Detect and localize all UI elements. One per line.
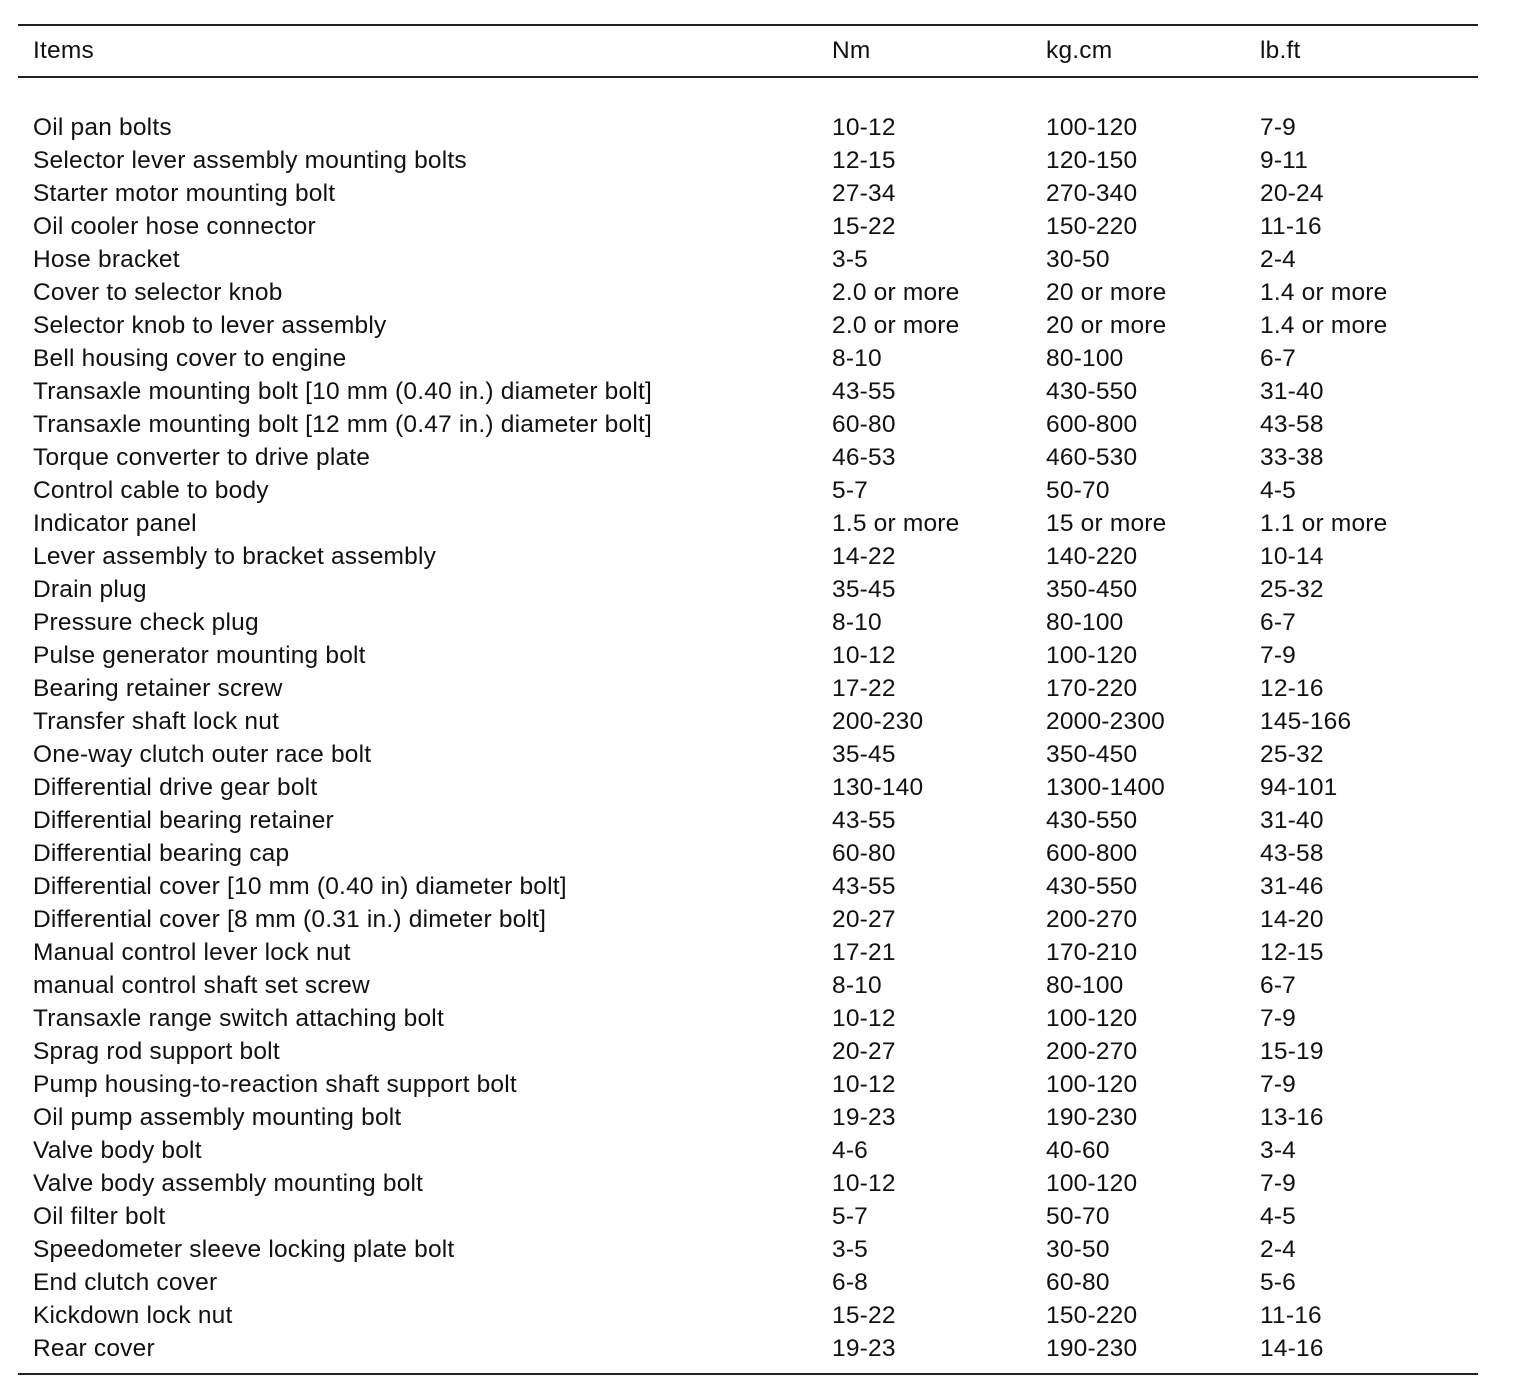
- torque-kgcm: 50-70: [1046, 476, 1110, 504]
- table-row: [18, 870, 1478, 903]
- torque-kgcm: 15 or more: [1046, 509, 1167, 537]
- torque-kgcm: 200-270: [1046, 905, 1138, 933]
- torque-kgcm: 30-50: [1046, 245, 1110, 273]
- torque-lbft: 6-7: [1260, 608, 1297, 636]
- torque-spec-document: [18, 24, 1478, 1375]
- item-name: Oil pump assembly mounting bolt: [33, 1103, 402, 1131]
- torque-kgcm: 100-120: [1046, 1004, 1138, 1032]
- torque-kgcm: 20 or more: [1046, 278, 1167, 306]
- torque-nm: 5-7: [832, 476, 869, 504]
- torque-kgcm: 80-100: [1046, 971, 1124, 999]
- table-row: [18, 738, 1478, 771]
- torque-nm: 2.0 or more: [832, 278, 960, 306]
- table-row: [18, 573, 1478, 606]
- torque-lbft: 11-16: [1260, 1301, 1322, 1329]
- torque-lbft: 31-40: [1260, 806, 1324, 834]
- header-items: Items: [33, 37, 94, 64]
- torque-nm: 15-22: [832, 212, 896, 240]
- torque-lbft: 6-7: [1260, 344, 1297, 372]
- table-row: [18, 309, 1478, 342]
- item-name: End clutch cover: [33, 1268, 218, 1296]
- table-row: [18, 606, 1478, 639]
- torque-nm: 3-5: [832, 1235, 869, 1263]
- torque-nm: 8-10: [832, 344, 882, 372]
- torque-kgcm: 350-450: [1046, 740, 1138, 768]
- torque-lbft: 25-32: [1260, 740, 1324, 768]
- torque-lbft: 25-32: [1260, 575, 1324, 603]
- torque-lbft: 14-20: [1260, 905, 1324, 933]
- torque-nm: 43-55: [832, 806, 896, 834]
- torque-lbft: 15-19: [1260, 1037, 1324, 1065]
- table-row: [18, 969, 1478, 1002]
- torque-lbft: 1.1 or more: [1260, 509, 1388, 537]
- torque-kgcm: 600-800: [1046, 839, 1138, 867]
- torque-kgcm: 200-270: [1046, 1037, 1138, 1065]
- torque-nm: 43-55: [832, 872, 896, 900]
- table-row: [18, 672, 1478, 705]
- item-name: Manual control lever lock nut: [33, 938, 351, 966]
- table-row: [18, 639, 1478, 672]
- item-name: Differential cover [10 mm (0.40 in) diameter bolt]: [33, 872, 567, 900]
- torque-kgcm: 190-230: [1046, 1103, 1138, 1131]
- torque-lbft: 6-7: [1260, 971, 1297, 999]
- torque-lbft: 7-9: [1260, 1070, 1297, 1098]
- torque-nm: 12-15: [832, 146, 896, 174]
- table-row: [18, 441, 1478, 474]
- table-row: [18, 111, 1478, 144]
- torque-nm: 14-22: [832, 542, 896, 570]
- torque-nm: 17-21: [832, 938, 896, 966]
- table-row: [18, 1101, 1478, 1134]
- torque-lbft: 3-4: [1260, 1136, 1297, 1164]
- torque-nm: 19-23: [832, 1334, 896, 1362]
- item-name: Hose bracket: [33, 245, 180, 273]
- torque-lbft: 4-5: [1260, 1202, 1297, 1230]
- torque-lbft: 20-24: [1260, 179, 1324, 207]
- torque-nm: 60-80: [832, 410, 896, 438]
- item-name: Differential bearing retainer: [33, 806, 334, 834]
- table-row: [18, 771, 1478, 804]
- item-name: One-way clutch outer race bolt: [33, 740, 372, 768]
- torque-nm: 130-140: [832, 773, 924, 801]
- torque-lbft: 145-166: [1260, 707, 1352, 735]
- torque-kgcm: 100-120: [1046, 1169, 1138, 1197]
- torque-nm: 10-12: [832, 113, 896, 141]
- torque-lbft: 12-16: [1260, 674, 1324, 702]
- torque-spec-body: [18, 78, 1478, 1365]
- torque-nm: 43-55: [832, 377, 896, 405]
- torque-lbft: 7-9: [1260, 113, 1297, 141]
- torque-lbft: 31-46: [1260, 872, 1324, 900]
- table-row: [18, 1134, 1478, 1167]
- torque-nm: 46-53: [832, 443, 896, 471]
- torque-lbft: 94-101: [1260, 773, 1338, 801]
- torque-spec-table: [18, 26, 1478, 70]
- torque-kgcm: 30-50: [1046, 1235, 1110, 1263]
- torque-kgcm: 100-120: [1046, 113, 1138, 141]
- torque-kgcm: 1300-1400: [1046, 773, 1165, 801]
- torque-nm: 20-27: [832, 905, 896, 933]
- torque-nm: 17-22: [832, 674, 896, 702]
- item-name: Valve body bolt: [33, 1136, 202, 1164]
- item-name: Differential bearing cap: [33, 839, 290, 867]
- torque-nm: 10-12: [832, 1169, 896, 1197]
- item-name: Starter motor mounting bolt: [33, 179, 336, 207]
- item-name: Bearing retainer screw: [33, 674, 283, 702]
- item-name: Indicator panel: [33, 509, 197, 537]
- torque-lbft: 2-4: [1260, 1235, 1297, 1263]
- table-row: [18, 210, 1478, 243]
- torque-kgcm: 430-550: [1046, 872, 1138, 900]
- torque-kgcm: 60-80: [1046, 1268, 1110, 1296]
- table-row: [18, 804, 1478, 837]
- item-name: Selector lever assembly mounting bolts: [33, 146, 467, 174]
- table-row: [18, 903, 1478, 936]
- torque-kgcm: 430-550: [1046, 806, 1138, 834]
- item-name: Transfer shaft lock nut: [33, 707, 280, 735]
- torque-kgcm: 120-150: [1046, 146, 1138, 174]
- item-name: manual control shaft set screw: [33, 971, 370, 999]
- torque-lbft: 1.4 or more: [1260, 311, 1388, 339]
- item-name: Drain plug: [33, 575, 147, 603]
- item-name: Rear cover: [33, 1334, 155, 1362]
- item-name: Bell housing cover to engine: [33, 344, 347, 372]
- item-name: Torque converter to drive plate: [33, 443, 371, 471]
- table-row: [18, 144, 1478, 177]
- torque-lbft: 12-15: [1260, 938, 1324, 966]
- table-row: [18, 276, 1478, 309]
- torque-nm: 10-12: [832, 1004, 896, 1032]
- header-kgcm: kg.cm: [1046, 37, 1113, 64]
- torque-kgcm: 2000-2300: [1046, 707, 1165, 735]
- torque-kgcm: 140-220: [1046, 542, 1138, 570]
- table-row: [18, 837, 1478, 870]
- torque-nm: 20-27: [832, 1037, 896, 1065]
- torque-lbft: 2-4: [1260, 245, 1297, 273]
- torque-kgcm: 100-120: [1046, 1070, 1138, 1098]
- header-lbft: lb.ft: [1260, 37, 1301, 64]
- torque-lbft: 7-9: [1260, 1169, 1297, 1197]
- torque-kgcm: 350-450: [1046, 575, 1138, 603]
- torque-nm: 35-45: [832, 575, 896, 603]
- torque-nm: 10-12: [832, 641, 896, 669]
- torque-kgcm: 100-120: [1046, 641, 1138, 669]
- torque-kgcm: 50-70: [1046, 1202, 1110, 1230]
- torque-lbft: 7-9: [1260, 1004, 1297, 1032]
- item-name: Speedometer sleeve locking plate bolt: [33, 1235, 455, 1263]
- table-row: [18, 1233, 1478, 1266]
- torque-kgcm: 150-220: [1046, 1301, 1138, 1329]
- torque-nm: 19-23: [832, 1103, 896, 1131]
- torque-lbft: 9-11: [1260, 146, 1309, 174]
- item-name: Transaxle range switch attaching bolt: [33, 1004, 444, 1032]
- table-row: [18, 342, 1478, 375]
- torque-lbft: 4-5: [1260, 476, 1297, 504]
- torque-lbft: 10-14: [1260, 542, 1324, 570]
- torque-lbft: 7-9: [1260, 641, 1297, 669]
- torque-nm: 2.0 or more: [832, 311, 960, 339]
- table-row: [18, 1167, 1478, 1200]
- table-row: [18, 705, 1478, 738]
- torque-kgcm: 40-60: [1046, 1136, 1110, 1164]
- torque-lbft: 43-58: [1260, 410, 1324, 438]
- item-name: Control cable to body: [33, 476, 269, 504]
- item-name: Differential drive gear bolt: [33, 773, 318, 801]
- torque-lbft: 11-16: [1260, 212, 1322, 240]
- bottom-rule: [18, 1373, 1478, 1375]
- table-header-row: [18, 26, 1478, 70]
- torque-kgcm: 430-550: [1046, 377, 1138, 405]
- torque-kgcm: 20 or more: [1046, 311, 1167, 339]
- torque-nm: 3-5: [832, 245, 869, 273]
- table-row: [18, 540, 1478, 573]
- item-name: Oil filter bolt: [33, 1202, 166, 1230]
- item-name: Sprag rod support bolt: [33, 1037, 280, 1065]
- item-name: Oil cooler hose connector: [33, 212, 316, 240]
- torque-kgcm: 150-220: [1046, 212, 1138, 240]
- torque-kgcm: 80-100: [1046, 344, 1124, 372]
- torque-kgcm: 80-100: [1046, 608, 1124, 636]
- torque-lbft: 14-16: [1260, 1334, 1324, 1362]
- torque-nm: 60-80: [832, 839, 896, 867]
- item-name: Transaxle mounting bolt [12 mm (0.47 in.) diameter bolt]: [33, 410, 652, 438]
- table-row: [18, 474, 1478, 507]
- table-row: [18, 243, 1478, 276]
- torque-nm: 4-6: [832, 1136, 869, 1164]
- torque-kgcm: 170-210: [1046, 938, 1138, 966]
- table-row: [18, 1035, 1478, 1068]
- item-name: Pressure check plug: [33, 608, 259, 636]
- item-name: Transaxle mounting bolt [10 mm (0.40 in.) diameter bolt]: [33, 377, 652, 405]
- torque-kgcm: 460-530: [1046, 443, 1138, 471]
- table-row: [18, 1299, 1478, 1332]
- torque-lbft: 13-16: [1260, 1103, 1324, 1131]
- item-name: Selector knob to lever assembly: [33, 311, 387, 339]
- torque-lbft: 5-6: [1260, 1268, 1297, 1296]
- item-name: Oil pan bolts: [33, 113, 172, 141]
- item-name: Cover to selector knob: [33, 278, 283, 306]
- table-row: [18, 375, 1478, 408]
- item-name: Lever assembly to bracket assembly: [33, 542, 437, 570]
- torque-nm: 5-7: [832, 1202, 869, 1230]
- table-row: [18, 177, 1478, 210]
- table-row: [18, 507, 1478, 540]
- table-row: [18, 936, 1478, 969]
- item-name: Valve body assembly mounting bolt: [33, 1169, 424, 1197]
- torque-lbft: 1.4 or more: [1260, 278, 1388, 306]
- table-row: [18, 1068, 1478, 1101]
- item-name: Differential cover [8 mm (0.31 in.) dimeter bolt]: [33, 905, 547, 933]
- torque-lbft: 33-38: [1260, 443, 1324, 471]
- torque-kgcm: 270-340: [1046, 179, 1138, 207]
- torque-nm: 10-12: [832, 1070, 896, 1098]
- torque-nm: 35-45: [832, 740, 896, 768]
- item-name: Kickdown lock nut: [33, 1301, 233, 1329]
- torque-nm: 27-34: [832, 179, 896, 207]
- item-name: Pulse generator mounting bolt: [33, 641, 366, 669]
- torque-nm: 15-22: [832, 1301, 896, 1329]
- torque-nm: 1.5 or more: [832, 509, 960, 537]
- header-nm: Nm: [832, 37, 871, 64]
- torque-nm: 8-10: [832, 608, 882, 636]
- table-row: [18, 408, 1478, 441]
- torque-kgcm: 190-230: [1046, 1334, 1138, 1362]
- torque-nm: 200-230: [832, 707, 924, 735]
- table-row: [18, 1266, 1478, 1299]
- torque-nm: 8-10: [832, 971, 882, 999]
- torque-lbft: 43-58: [1260, 839, 1324, 867]
- torque-lbft: 31-40: [1260, 377, 1324, 405]
- torque-kgcm: 170-220: [1046, 674, 1138, 702]
- table-row: [18, 1200, 1478, 1233]
- item-name: Pump housing-to-reaction shaft support bolt: [33, 1070, 517, 1098]
- torque-nm: 6-8: [832, 1268, 869, 1296]
- table-row: [18, 1002, 1478, 1035]
- torque-kgcm: 600-800: [1046, 410, 1138, 438]
- table-row: [18, 1332, 1478, 1365]
